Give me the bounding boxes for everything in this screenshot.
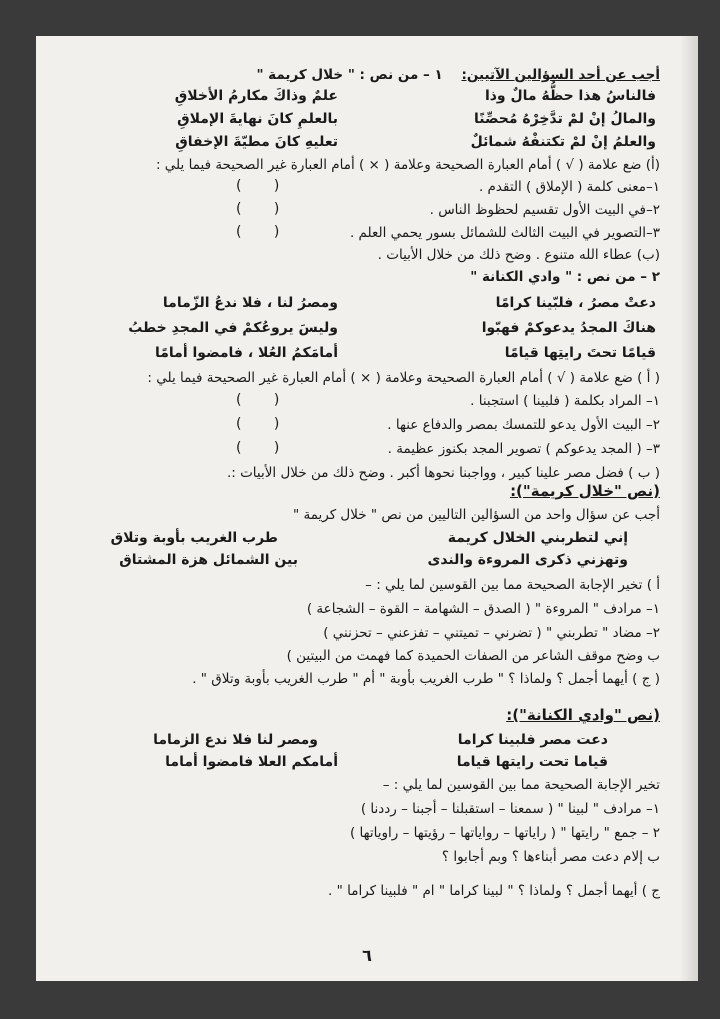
q4-part-c: ج ) أيهما أجمل ؟ ولماذا ؟ " لبينا كراما " ام " فلبينا كراما " . (328, 883, 660, 899)
q4-heading: (نص "وادي الكنانة"): (506, 706, 660, 724)
q1-item-2: ٢–في البيت الأول تقسيم لحظوظ الناس . (429, 202, 660, 218)
q4-verse-1-left: ومصر لنا فلا ندع الزماما (153, 732, 318, 748)
q3-verse-1-left: طرب الغريب بأوبة وتلاق (110, 530, 278, 546)
q3-part-c: ( ج ) أيهما أجمل ؟ ولماذا ؟ " طرب الغريب بأوبة " أم " طرب الغريب بأوبة وتلاق " . (192, 671, 660, 687)
q4-item-2: ٢ – جمع " رايتها " ( راياتها – رواياتها – رؤيتها – راوياتها ) (349, 825, 660, 841)
q2-item-1: ١– المراد بكلمة ( فلبينا ) استجبنا . (470, 393, 660, 409)
q2-verse-2-right: هناكَ المجدُ يدعوكمْ فهبّوا (481, 320, 656, 336)
q4-verse-1-right: دعت مصر فلبينا كراما (457, 732, 608, 748)
q2-paren-2: ( ) (236, 416, 294, 432)
q1-verse-2-left: بالعلمِ كانَ نهايةَ الإملاقِ (177, 111, 338, 127)
q2-paren-3: ( ) (236, 440, 294, 456)
q2-title: ٢ – من نص : " وادي الكنانة " (470, 269, 660, 285)
q3-item-1: ١– مرادف " المروءة " ( الصدق – الشهامة – القوة – الشجاعة ) (306, 601, 660, 617)
q1-paren-2: ( ) (236, 201, 294, 217)
q3-part-b: ب وضح موقف الشاعر من الصفات الحميدة كما فهمت من البيتين ) (286, 648, 660, 664)
q4-part-a: تخير الإجابة الصحيحة مما بين القوسين لما يلي : – (382, 777, 660, 793)
q2-part-a: ( أ ) ضع علامة ( √ ) أمام العبارة الصحيحة وعلامة ( × ) أمام العبارة غير الصحيحة فيما يلي : (147, 370, 660, 386)
q1-verse-1-right: فالناسُ هذا حظُّهُ مالٌ وذا (484, 88, 656, 104)
q3-item-2: ٢– مضاد " تطربني " ( تضرني – تميتني – تفزعني – تحزنني ) (323, 625, 660, 641)
q1-verse-1-left: علمٌ وذاكَ مكارمُ الأخلاقِ (174, 88, 338, 104)
q1-item-1: ١–معنى كلمة ( الإملاق ) التقدم . (478, 179, 660, 195)
q2-part-b: ( ب ) فضل مصر علينا كبير ، وواجبنا نحوها أكبر . وضح ذلك من خلال الأبيات :. (226, 465, 660, 481)
q2-item-3: ٣– ( المجد يدعوكم ) تصوير المجد بكنوز عظيمة . (387, 441, 660, 457)
exam-sheet (36, 36, 698, 981)
q1-verse-3-left: تعليهِ كانَ مطيّةَ الإخفاقِ (175, 134, 338, 150)
q3-instruction: أجب عن سؤال واحد من السؤالين التاليين من نص " خلال كريمة " (292, 507, 660, 523)
q4-verse-2-right: قياما تحت رايتها قياما (456, 754, 608, 770)
q1-title: ١ – من نص : " خلال كريمة " (256, 67, 443, 83)
q4-item-1: ١– مرادف " لبينا " ( سمعنا – استقبلنا – أجبنا – رددنا ) (360, 801, 660, 817)
q3-heading: (نص "خلال كريمة"): (510, 482, 660, 500)
q1-part-a: (أ) ضع علامة ( √ ) أمام العبارة الصحيحة وعلامة ( × ) أمام العبارة غير الصحيحة فيما يلي : (155, 157, 660, 173)
q2-paren-1: ( ) (236, 392, 294, 408)
q1-paren-3: ( ) (236, 224, 294, 240)
q1-verse-2-right: والمالُ إنْ لمْ تدَّخِرْهُ مُحصِّنًا (474, 111, 656, 127)
q3-part-a: أ ) تخير الإجابة الصحيحة مما بين القوسين لما يلي : – (365, 577, 660, 593)
q2-verse-3-right: قيامًا تحتَ رايتِها قيامًا (504, 345, 656, 361)
q2-verse-3-left: أمامَكمُ العُلا ، فامضوا أمامًا (154, 345, 338, 361)
q1-item-3: ٣–التصوير في البيت الثالث للشمائل بسور يحمي العلم . (349, 225, 660, 241)
q2-verse-1-left: ومصرُ لنا ، فلا ندعُ الزّماما (162, 295, 338, 311)
q4-part-b: ب إلام دعت مصر أبناءها ؟ وبم أجابوا ؟ (441, 849, 660, 865)
header-line (60, 66, 660, 84)
q1-verse-3-right: والعلمُ إنْ لمْ تكتنفْهُ شمائلٌ (470, 134, 656, 150)
page-number: ٦ (362, 946, 372, 965)
q1-part-b: (ب) عطاء الله متنوع . وضح ذلك من خلال الأبيات . (377, 247, 660, 263)
instruction: أجب عن أحد السؤالين الآتيين: (461, 67, 660, 83)
q3-verse-2-left: بين الشمائل هزة المشتاق (119, 552, 298, 568)
q4-verse-2-left: أمامكم العلا فامضوا أماما (165, 754, 338, 770)
q2-verse-2-left: وليسَ يروعُكمْ في المجدِ خطبُ (128, 320, 338, 336)
q1-paren-1: ( ) (236, 178, 294, 194)
q2-item-2: ٢– البيت الأول يدعو للتمسك بمصر والدفاع عنها . (387, 417, 660, 433)
q2-verse-1-right: دعتْ مصرُ ، فلبّينا كرامًا (495, 295, 656, 311)
q3-verse-2-right: وتهزني ذكرى المروءة والندى (427, 552, 628, 568)
q3-verse-1-right: إني لتطربني الخلال كريمة (447, 530, 628, 546)
